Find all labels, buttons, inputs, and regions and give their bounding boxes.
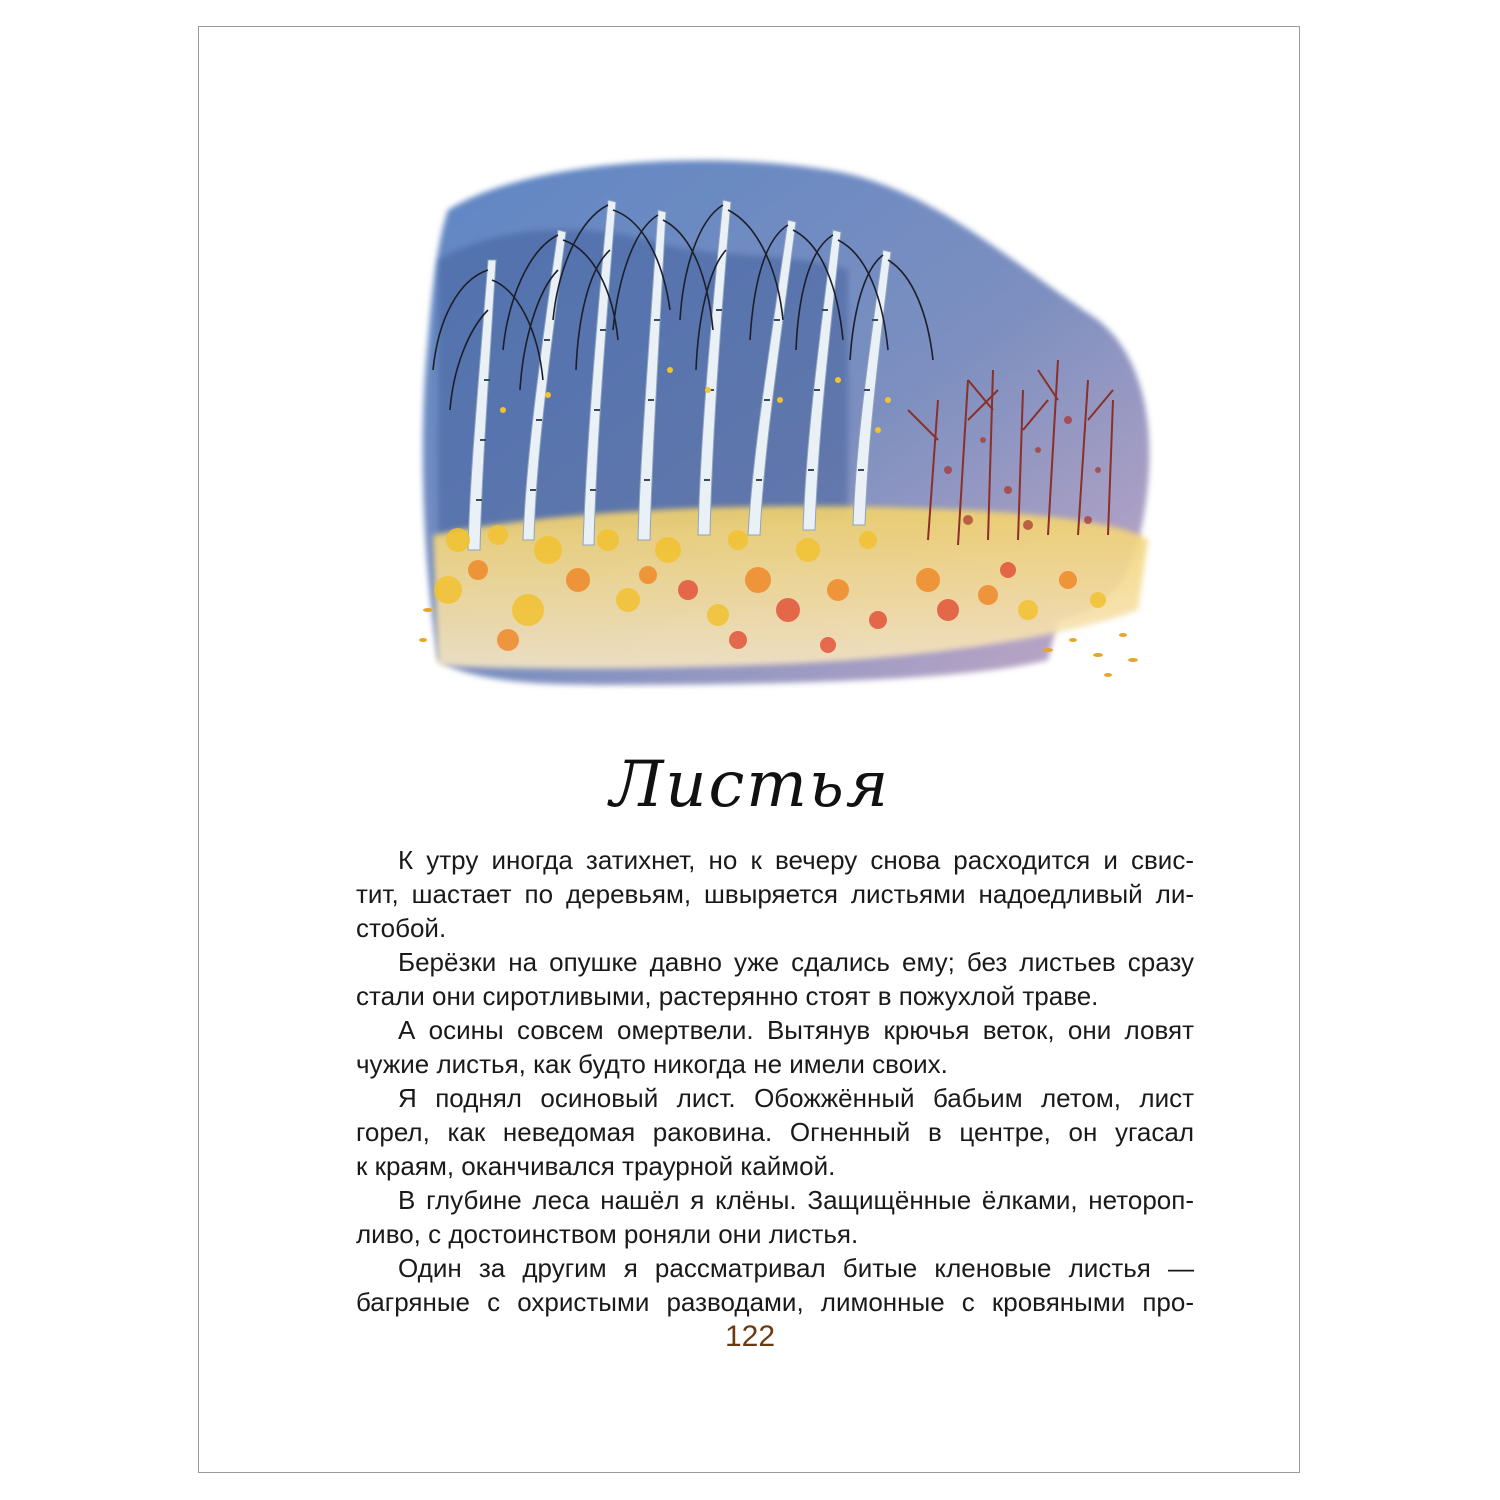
text-line: багряные с охристыми разводами, лимонные с кровяными про- (356, 1287, 1194, 1317)
text-line: к краям, оканчивался траурной каймой. (356, 1151, 836, 1181)
text-line: чужие листья, как будто никогда не имели своих. (356, 1049, 948, 1079)
text-line: А осины совсем омертвели. Вытянув крючья веток, они ловят (398, 1015, 1194, 1045)
watercolor-birch-forest-icon (408, 140, 1168, 710)
text-line: тит, шастает по деревьям, швыряется листьями надоедливый ли- (356, 879, 1194, 909)
page-number: 122 (724, 1320, 776, 1353)
forest-illustration (408, 140, 1168, 710)
body-text (356, 843, 1194, 1319)
text-line: стали они сиротливыми, растерянно стоят в пожухлой траве. (356, 981, 1099, 1011)
text-line: ливо, с достоинством роняли они листья. (356, 1219, 859, 1249)
text-line: Берёзки на опушке давно уже сдались ему; без листьев сразу (398, 947, 1194, 977)
text-line: В глубине леса нашёл я клёны. Защищённые ёлками, нетороп- (398, 1185, 1194, 1215)
text-line: К утру иногда затихнет, но к вечеру снова расходится и свис- (398, 845, 1194, 875)
text-line: горел, как неведомая раковина. Огненный в центре, он угасал (356, 1117, 1194, 1147)
text-line: Один за другим я рассматривал битые кленовые листья — (398, 1253, 1194, 1283)
page-title: Листья (609, 748, 891, 822)
text-line: Я поднял осиновый лист. Обожжённый бабьим летом, лист (398, 1083, 1194, 1113)
text-line: стобой. (356, 913, 447, 943)
